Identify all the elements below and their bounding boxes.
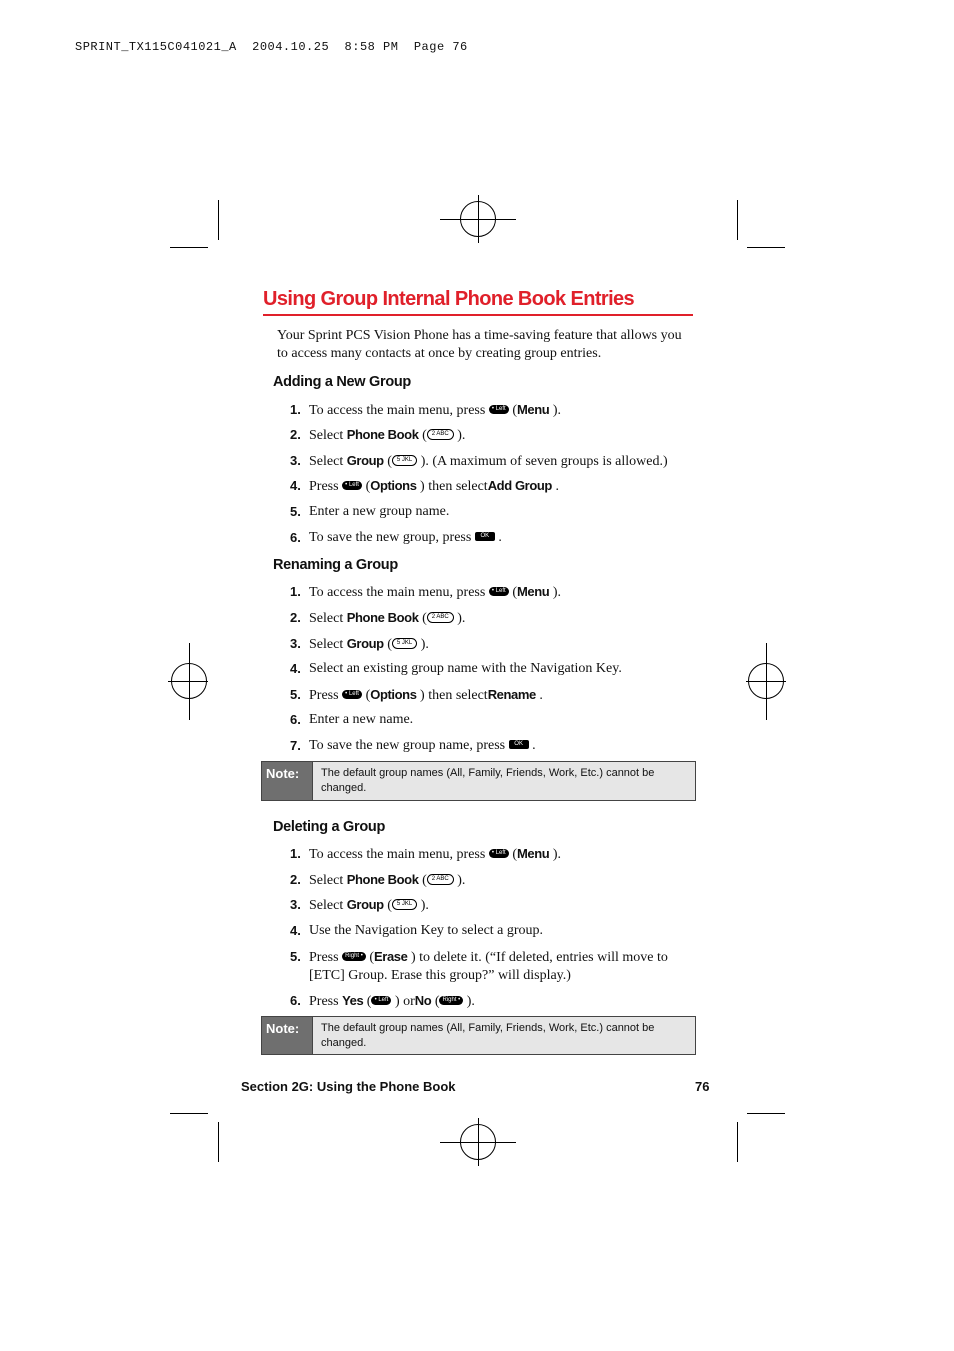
registration-mark-v — [189, 643, 190, 720]
menu-term: Add Group — [487, 478, 552, 493]
step-number: 1. — [290, 584, 301, 599]
step-text — [309, 871, 684, 890]
step-fragment: ( — [434, 994, 440, 1009]
phone-key-icon: • Left — [371, 996, 391, 1005]
menu-term: Options — [370, 478, 417, 493]
menu-term: Group — [346, 453, 384, 468]
section-heading: Adding a New Group — [273, 374, 411, 390]
step-item — [290, 922, 690, 940]
step-item — [290, 609, 690, 628]
menu-term: Menu — [516, 846, 550, 861]
step-fragment: To save the new group name, press — [309, 738, 506, 753]
step-number: 3. — [290, 636, 301, 651]
phone-key-icon: Right • — [439, 996, 463, 1005]
step-number: 3. — [290, 897, 301, 912]
step-fragment: To save the new group, press — [309, 530, 472, 545]
menu-term: No — [414, 993, 432, 1008]
step-fragment: . — [498, 530, 502, 545]
phone-key-icon: • Left — [342, 690, 362, 699]
step-item — [290, 660, 690, 678]
step-fragment: Enter a new name. — [309, 712, 414, 727]
registration-mark-v — [478, 195, 479, 243]
step-text — [309, 529, 684, 547]
crop-mark — [737, 200, 738, 240]
step-text — [309, 711, 684, 729]
phone-key-icon: 2 ABC — [427, 874, 454, 885]
step-fragment: ( — [366, 994, 372, 1009]
step-fragment: ). — [552, 585, 561, 600]
step-item — [290, 948, 690, 985]
note-text: The default group names (All, Family, Friends, Work, Etc.) cannot be changed. — [312, 1017, 695, 1054]
phone-key-icon: 2 ABC — [427, 429, 454, 440]
step-fragment: Use the Navigation Key to select a group. — [309, 923, 544, 938]
phone-key-icon: 5 JKL — [392, 455, 417, 466]
step-item — [290, 401, 690, 420]
menu-term: Menu — [516, 584, 550, 599]
step-fragment: ). — [457, 611, 466, 626]
step-fragment: Select — [309, 637, 344, 652]
step-item — [290, 529, 690, 547]
step-fragment: ( — [387, 454, 392, 469]
menu-term: Group — [346, 897, 384, 912]
step-text — [309, 635, 684, 654]
step-text — [309, 503, 684, 521]
phone-key-icon: • Left — [489, 587, 509, 596]
step-item — [290, 452, 690, 471]
step-fragment: Enter a new group name. — [309, 504, 450, 519]
note-box — [261, 1016, 696, 1055]
step-text — [309, 948, 684, 985]
footer-page-number: 76 — [695, 1079, 710, 1094]
phone-key-icon: • Left — [489, 405, 509, 414]
phone-key-icon: Right • — [342, 952, 366, 961]
registration-mark-v — [766, 643, 767, 720]
step-text — [309, 426, 684, 445]
step-item — [290, 426, 690, 445]
step-fragment: ). — [420, 637, 429, 652]
step-fragment: ). — [420, 898, 429, 913]
section-heading: Renaming a Group — [273, 557, 398, 573]
step-fragment: ( — [365, 688, 371, 703]
step-number: 7. — [290, 738, 301, 753]
step-number: 2. — [290, 427, 301, 442]
step-number: 5. — [290, 504, 301, 519]
note-label: Note: — [262, 1017, 312, 1054]
menu-term: Menu — [516, 402, 550, 417]
step-fragment: ( — [369, 950, 375, 965]
step-text — [309, 609, 684, 628]
step-fragment: ). (A maximum of seven groups is allowed.) — [420, 454, 668, 469]
menu-term: Options — [370, 687, 417, 702]
crop-mark — [737, 1122, 738, 1162]
step-text — [309, 401, 684, 420]
step-number: 3. — [290, 453, 301, 468]
step-text — [309, 896, 684, 915]
step-text — [309, 660, 684, 678]
crop-mark — [170, 247, 208, 248]
step-item — [290, 635, 690, 654]
step-number: 4. — [290, 923, 301, 938]
step-fragment: ( — [422, 428, 427, 443]
step-fragment: To access the main menu, press — [309, 403, 486, 418]
step-fragment: ) then select — [420, 688, 488, 703]
step-number: 1. — [290, 846, 301, 861]
step-item — [290, 845, 690, 864]
menu-term: Phone Book — [346, 427, 419, 442]
section-heading: Deleting a Group — [273, 819, 386, 835]
step-text — [309, 686, 684, 705]
step-fragment: Select an existing group name with the Navigation Key. — [309, 661, 622, 676]
step-fragment: Select — [309, 898, 344, 913]
step-fragment: Press — [309, 479, 339, 494]
phone-key-icon: • Left — [489, 849, 509, 858]
step-number: 5. — [290, 687, 301, 702]
step-item — [290, 503, 690, 521]
menu-term: Phone Book — [346, 872, 419, 887]
step-number: 6. — [290, 993, 301, 1008]
menu-term: Yes — [342, 993, 364, 1008]
step-item — [290, 871, 690, 890]
step-item — [290, 711, 690, 729]
menu-term: Rename — [487, 687, 536, 702]
step-fragment: ( — [512, 847, 517, 862]
step-text — [309, 452, 684, 471]
step-text — [309, 477, 684, 496]
step-fragment: ( — [387, 898, 392, 913]
crop-mark — [218, 200, 219, 240]
step-fragment: ( — [512, 403, 517, 418]
step-fragment: Select — [309, 873, 344, 888]
menu-term: Group — [346, 636, 384, 651]
phone-key-icon: • Left — [342, 481, 362, 490]
crop-mark — [747, 1113, 785, 1114]
step-text — [309, 737, 684, 755]
step-fragment: Press — [309, 994, 339, 1009]
step-fragment: ). — [457, 428, 466, 443]
menu-term: Erase — [374, 949, 408, 964]
step-fragment: ) to delete it. (“If deleted, entries will move to [ETC] Group. Erase this group?” will display.) — [309, 950, 668, 983]
phone-key-icon: OK — [509, 740, 529, 749]
phone-key-icon: OK — [475, 532, 495, 541]
intro-paragraph: Your Sprint PCS Vision Phone has a time-saving feature that allows you to access many contacts at once by creating group entries. — [277, 328, 682, 361]
step-fragment: ( — [387, 637, 392, 652]
page-title: Using Group Internal Phone Book Entries — [263, 288, 693, 316]
registration-mark-h — [168, 681, 208, 682]
crop-mark — [218, 1122, 219, 1162]
step-fragment: Select — [309, 611, 344, 626]
step-fragment: To access the main menu, press — [309, 847, 486, 862]
phone-key-icon: 5 JKL — [392, 638, 417, 649]
phone-key-icon: 5 JKL — [392, 899, 417, 910]
crop-mark — [747, 247, 785, 248]
crop-mark — [170, 1113, 208, 1114]
step-fragment: . — [532, 738, 536, 753]
step-number: 6. — [290, 712, 301, 727]
step-item — [290, 477, 690, 496]
step-fragment: ). — [457, 873, 466, 888]
step-fragment: ). — [552, 847, 561, 862]
step-fragment: ( — [365, 479, 371, 494]
step-number: 1. — [290, 402, 301, 417]
step-text — [309, 583, 684, 602]
step-item — [290, 686, 690, 705]
note-text: The default group names (All, Family, Friends, Work, Etc.) cannot be changed. — [312, 762, 695, 800]
step-text — [309, 922, 684, 940]
step-item — [290, 737, 690, 755]
step-fragment: ). — [552, 403, 561, 418]
step-fragment: . — [539, 688, 543, 703]
registration-mark-v — [478, 1118, 479, 1166]
footer-section: Section 2G: Using the Phone Book — [241, 1079, 456, 1094]
step-number: 4. — [290, 661, 301, 676]
step-fragment: . — [555, 479, 559, 494]
phone-key-icon: 2 ABC — [427, 612, 454, 623]
step-fragment: Press — [309, 688, 339, 703]
step-fragment: Select — [309, 454, 344, 469]
print-header: SPRINT_TX115C041021_A 2004.10.25 8:58 PM Page 76 — [75, 40, 468, 54]
step-fragment: ) or — [394, 994, 415, 1009]
step-item — [290, 896, 690, 915]
step-fragment: ( — [512, 585, 517, 600]
step-number: 6. — [290, 530, 301, 545]
step-text — [309, 845, 684, 864]
menu-term: Phone Book — [346, 610, 419, 625]
step-fragment: ( — [422, 611, 427, 626]
step-number: 4. — [290, 478, 301, 493]
note-label: Note: — [262, 762, 312, 800]
step-fragment: ( — [422, 873, 427, 888]
note-box — [261, 761, 696, 801]
step-number: 2. — [290, 872, 301, 887]
step-number: 5. — [290, 949, 301, 964]
step-number: 2. — [290, 610, 301, 625]
step-fragment: ). — [466, 994, 475, 1009]
step-item — [290, 583, 690, 602]
step-fragment: Press — [309, 950, 339, 965]
step-text — [309, 992, 684, 1011]
step-fragment: ) then select — [420, 479, 488, 494]
step-item — [290, 992, 690, 1011]
step-fragment: To access the main menu, press — [309, 585, 486, 600]
step-fragment: Select — [309, 428, 344, 443]
